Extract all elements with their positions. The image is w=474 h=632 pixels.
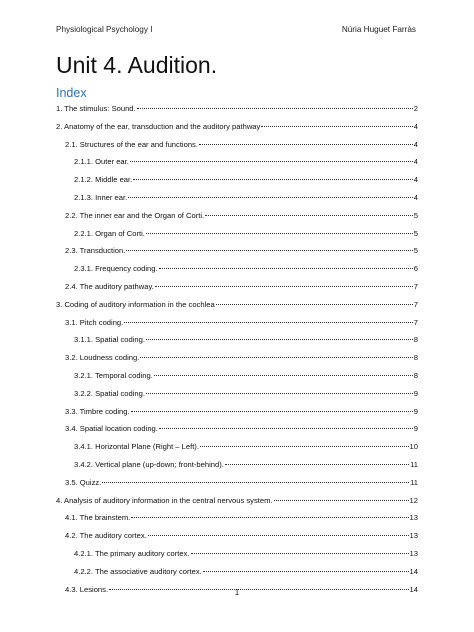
toc-entry-title: 3. Coding of auditory information in the cochlea — [56, 299, 215, 309]
toc-entry[interactable] — [56, 513, 418, 531]
toc-entry-title: 4.1. The brainstem. — [65, 513, 131, 523]
dot-leader — [200, 446, 409, 447]
toc-entry-title: 2.3.1. Frequency coding. — [74, 264, 158, 274]
header-author: Núria Huguet Farràs — [341, 25, 416, 34]
unit-title: Unit 4. Audition. — [56, 52, 218, 78]
dot-leader — [154, 375, 413, 376]
toc-entry[interactable] — [56, 122, 418, 140]
toc-entry[interactable] — [56, 335, 418, 353]
toc-entry-page: 11 — [410, 477, 418, 487]
toc-entry-title: 2.2.1. Organ of Corti. — [74, 228, 145, 238]
dot-leader — [130, 161, 413, 162]
toc-entry[interactable] — [56, 211, 418, 229]
toc-entry-title: 2.4. The auditory pathway. — [65, 281, 154, 291]
dot-leader — [148, 535, 409, 536]
toc-entry[interactable] — [56, 371, 418, 389]
page-header — [56, 25, 416, 34]
toc-entry-page: 11 — [410, 459, 418, 469]
toc-entry[interactable] — [56, 442, 418, 460]
dot-leader — [146, 339, 413, 340]
toc-entry[interactable] — [56, 140, 418, 158]
toc-entry-title: 2.2. The inner ear and the Organ of Corti. — [65, 210, 205, 220]
toc-entry-title: 2. Anatomy of the ear, transduction and the auditory pathway — [56, 121, 261, 131]
toc-entry-page: 13 — [409, 513, 418, 523]
toc-entry-page: 4 — [413, 139, 418, 149]
dot-leader — [133, 179, 413, 180]
toc-entry-page: 8 — [413, 353, 418, 363]
toc-entry-title: 3.2.2. Spatial coding. — [74, 388, 145, 398]
toc-entry-title: 2.1. Structures of the ear and functions. — [65, 139, 198, 149]
toc-entry-page: 7 — [413, 299, 418, 309]
dot-leader — [205, 215, 413, 216]
toc-entry-page: 5 — [413, 228, 418, 238]
toc-entry-title: 3.1. Pitch coding. — [65, 317, 124, 327]
toc-entry[interactable] — [56, 175, 418, 193]
toc-entry-title: 2.1.2. Middle ear. — [74, 175, 133, 185]
toc-entry[interactable] — [56, 282, 418, 300]
toc-entry[interactable] — [56, 246, 418, 264]
toc-entry-title: 3.4.1. Horizontal Plane (Right – Left). — [74, 442, 199, 452]
toc-entry-title: 3.5. Quizz. — [65, 477, 102, 487]
toc-entry-page: 13 — [409, 548, 418, 558]
toc-entry-title: 3.2. Loudness coding. — [65, 353, 140, 363]
dot-leader — [274, 500, 409, 501]
toc-entry-page: 2 — [413, 104, 418, 113]
dot-leader — [203, 571, 409, 572]
toc-entry[interactable] — [56, 389, 418, 407]
index-heading: Index — [56, 86, 87, 100]
dot-leader — [137, 108, 413, 109]
header-course: Physiological Psychology I — [56, 25, 153, 34]
toc-entry-page: 4 — [413, 175, 418, 185]
toc-entry-page: 5 — [413, 246, 418, 256]
toc-entry-title: 3.4.2. Vertical plane (up-down; front-behind). — [74, 459, 224, 469]
toc-entry[interactable] — [56, 478, 418, 496]
toc-entry-title: 3.1.1. Spatial coding. — [74, 335, 145, 345]
dot-leader — [216, 304, 413, 305]
dot-leader — [155, 286, 413, 287]
toc-entry-page: 4 — [413, 192, 418, 202]
toc-entry-title: 3.2.1. Temporal coding. — [74, 370, 153, 380]
toc-entry-page: 4 — [413, 121, 418, 131]
toc-entry-title: 4.2. The auditory cortex. — [65, 531, 147, 541]
dot-leader — [146, 233, 413, 234]
toc-entry-page: 7 — [413, 281, 418, 291]
toc-entry[interactable] — [56, 424, 418, 442]
toc-entry[interactable] — [56, 229, 418, 247]
page-number: 1 — [234, 588, 240, 597]
toc-entry-page: 10 — [409, 442, 418, 452]
dot-leader — [126, 250, 412, 251]
dot-leader — [131, 517, 408, 518]
toc-entry-page: 4 — [413, 157, 418, 167]
dot-leader — [225, 464, 409, 465]
toc-entry-title: 4. Analysis of auditory information in the central nervous system. — [56, 495, 273, 505]
dot-leader — [124, 322, 413, 323]
toc-entry[interactable] — [56, 460, 418, 478]
table-of-contents — [56, 104, 418, 602]
toc-entry-title: 2.1.1. Outer ear. — [74, 157, 129, 167]
toc-entry-page: 9 — [413, 406, 418, 416]
toc-entry[interactable] — [56, 353, 418, 371]
toc-entry-title: 1. The stimulus: Sound. — [56, 104, 136, 113]
toc-entry-title: 2.3. Transduction. — [65, 246, 126, 256]
toc-entry[interactable] — [56, 300, 418, 318]
toc-entry[interactable] — [56, 264, 418, 282]
toc-entry-page: 14 — [409, 566, 418, 576]
dot-leader — [146, 393, 413, 394]
toc-entry-title: 4.2.2. The associative auditory cortex. — [74, 566, 202, 576]
toc-entry[interactable] — [56, 193, 418, 211]
dot-leader — [191, 553, 409, 554]
dot-leader — [140, 357, 412, 358]
dot-leader — [199, 144, 413, 145]
toc-entry-page: 9 — [413, 388, 418, 398]
toc-entry-title: 4.2.1. The primary auditory cortex. — [74, 548, 190, 558]
toc-entry-title: 4.3. Lesions. — [65, 584, 109, 594]
toc-entry[interactable] — [56, 104, 418, 122]
toc-entry-page: 12 — [409, 495, 418, 505]
toc-entry-page: 9 — [413, 424, 418, 434]
dot-leader — [261, 126, 412, 127]
toc-entry[interactable] — [56, 549, 418, 567]
toc-entry-page: 8 — [413, 370, 418, 380]
toc-entry-page: 6 — [413, 264, 418, 274]
toc-entry[interactable] — [56, 496, 418, 514]
toc-entry-page: 14 — [409, 584, 418, 594]
toc-entry-page: 5 — [413, 210, 418, 220]
toc-entry-page: 7 — [413, 317, 418, 327]
dot-leader — [159, 428, 413, 429]
toc-entry-title: 3.3. Timbre coding. — [65, 406, 130, 416]
dot-leader — [128, 197, 413, 198]
toc-entry-title: 2.1.3. Inner ear. — [74, 192, 128, 202]
toc-entry-title: 3.4. Spatial location coding. — [65, 424, 158, 434]
dot-leader — [102, 482, 409, 483]
toc-entry[interactable] — [56, 567, 418, 585]
toc-entry[interactable] — [56, 157, 418, 175]
dot-leader — [131, 411, 413, 412]
toc-entry[interactable] — [56, 531, 418, 549]
toc-entry-page: 8 — [413, 335, 418, 345]
toc-entry[interactable] — [56, 318, 418, 336]
toc-entry[interactable] — [56, 407, 418, 425]
toc-entry-page: 13 — [409, 531, 418, 541]
dot-leader — [159, 268, 413, 269]
